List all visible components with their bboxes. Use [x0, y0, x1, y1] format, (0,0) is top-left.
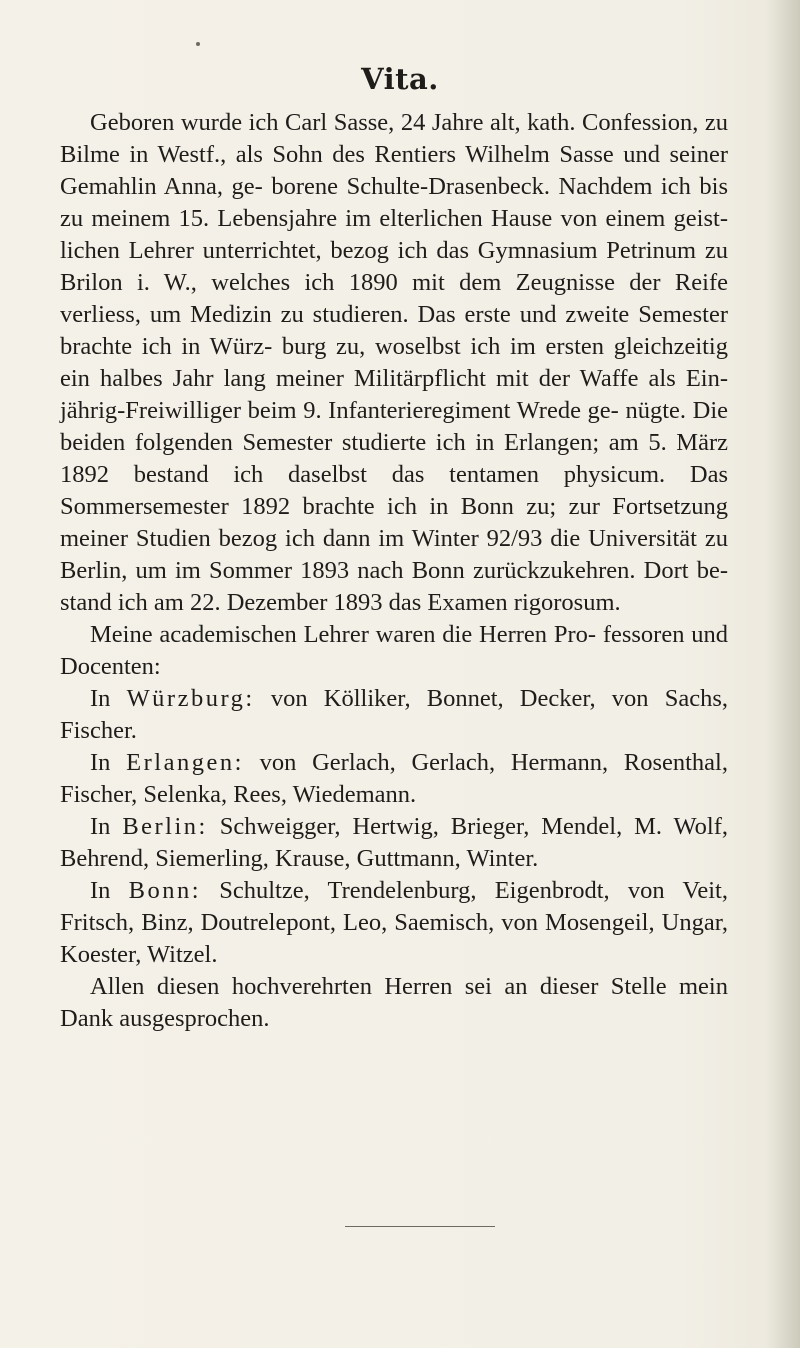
city-erlangen: Erlangen:	[126, 749, 244, 776]
paragraph-erlangen: In Erlangen: von Gerlach, Gerlach, Hermann, Rosenthal, Fischer, Selenka, Rees, Wiedemann.	[60, 749, 728, 808]
city-bonn: Bonn:	[128, 877, 202, 904]
teachers-wuerzburg: von Kölliker, Bonnet, Decker, von Sachs, Fischer.	[60, 685, 728, 744]
teachers-berlin: Schweigger, Hertwig, Brieger, Mendel, M. Wolf, Behrend, Siemerling, Krause, Guttmann, Winter.	[60, 813, 728, 872]
print-speck	[196, 42, 200, 46]
footer-rule	[345, 1226, 495, 1227]
city-wuerzburg: Würzburg:	[126, 685, 255, 712]
page-title: Vita.	[361, 62, 439, 96]
paragraph-thanks: Allen diesen hochverehrten Herren sei an dieser Stelle mein Dank ausgesprochen.	[60, 973, 728, 1032]
vita-text	[60, 107, 728, 1035]
teachers-bonn: Schultze, Trendelenburg, Eigenbrodt, von Veit, Fritsch, Binz, Doutrelepont, Leo, Saemisch, von Mosengeil, Ungar, Koester, Witzel.	[60, 877, 728, 968]
paragraph-berlin: In Berlin: Schweigger, Hertwig, Brieger, Mendel, M. Wolf, Behrend, Siemerling, Krause, Guttmann, Winter.	[60, 813, 728, 872]
teachers-erlangen: von Gerlach, Gerlach, Hermann, Rosenthal, Fischer, Selenka, Rees, Wiedemann.	[60, 749, 728, 808]
paragraph-teachers-intro: Meine academischen Lehrer waren die Herren Pro- fessoren und Docenten:	[60, 621, 728, 680]
paragraph-biography: Geboren wurde ich Carl Sasse, 24 Jahre alt, kath. Confession, zu Bilme in Westf., als Sohn des Rentiers Wilhelm Sasse und seiner Gemahlin Anna, ge- borene Schulte-Drasenbeck. Nachdem ich bis zu meinem 15. Lebensjahre im elterlichen Hause von einem geist- lichen Lehrer unterrichtet, bezog ich das Gymnasium Petrinum zu Brilon i. W., welches ich 1890 mit dem Zeugnisse der Reife verliess, um Medizin zu studieren. Das erste und zweite Semester brachte ich in Würz- burg zu, woselbst ich im ersten gleichzeitig ein halbes Jahr lang meiner Militärpflicht mit der Waffe als Ein- jährig-Freiwilliger beim 9. Infanterieregiment Wrede ge- nügte. Die beiden folgenden Semester studierte ich in Erlangen; am 5. März 1892 bestand ich daselbst das tentamen physicum. Das Sommersemester 1892 brachte ich in Bonn zu; zur Fortsetzung meiner Studien bezog ich dann im Winter 92/93 die Universität zu Berlin, um im Sommer 1893 nach Bonn zurückzukehren. Dort be- stand ich am 22. Dezember 1893 das Examen rigorosum.	[60, 109, 728, 616]
paragraph-bonn: In Bonn: Schultze, Trendelenburg, Eigenbrodt, von Veit, Fritsch, Binz, Doutrelepont, Leo, Saemisch, von Mosengeil, Ungar, Koester, Witzel.	[60, 877, 728, 968]
paragraph-wuerzburg: In Würzburg: von Kölliker, Bonnet, Decker, von Sachs, Fischer.	[60, 685, 728, 744]
page-edge-shadow	[766, 0, 800, 1348]
city-berlin: Berlin:	[122, 813, 208, 840]
